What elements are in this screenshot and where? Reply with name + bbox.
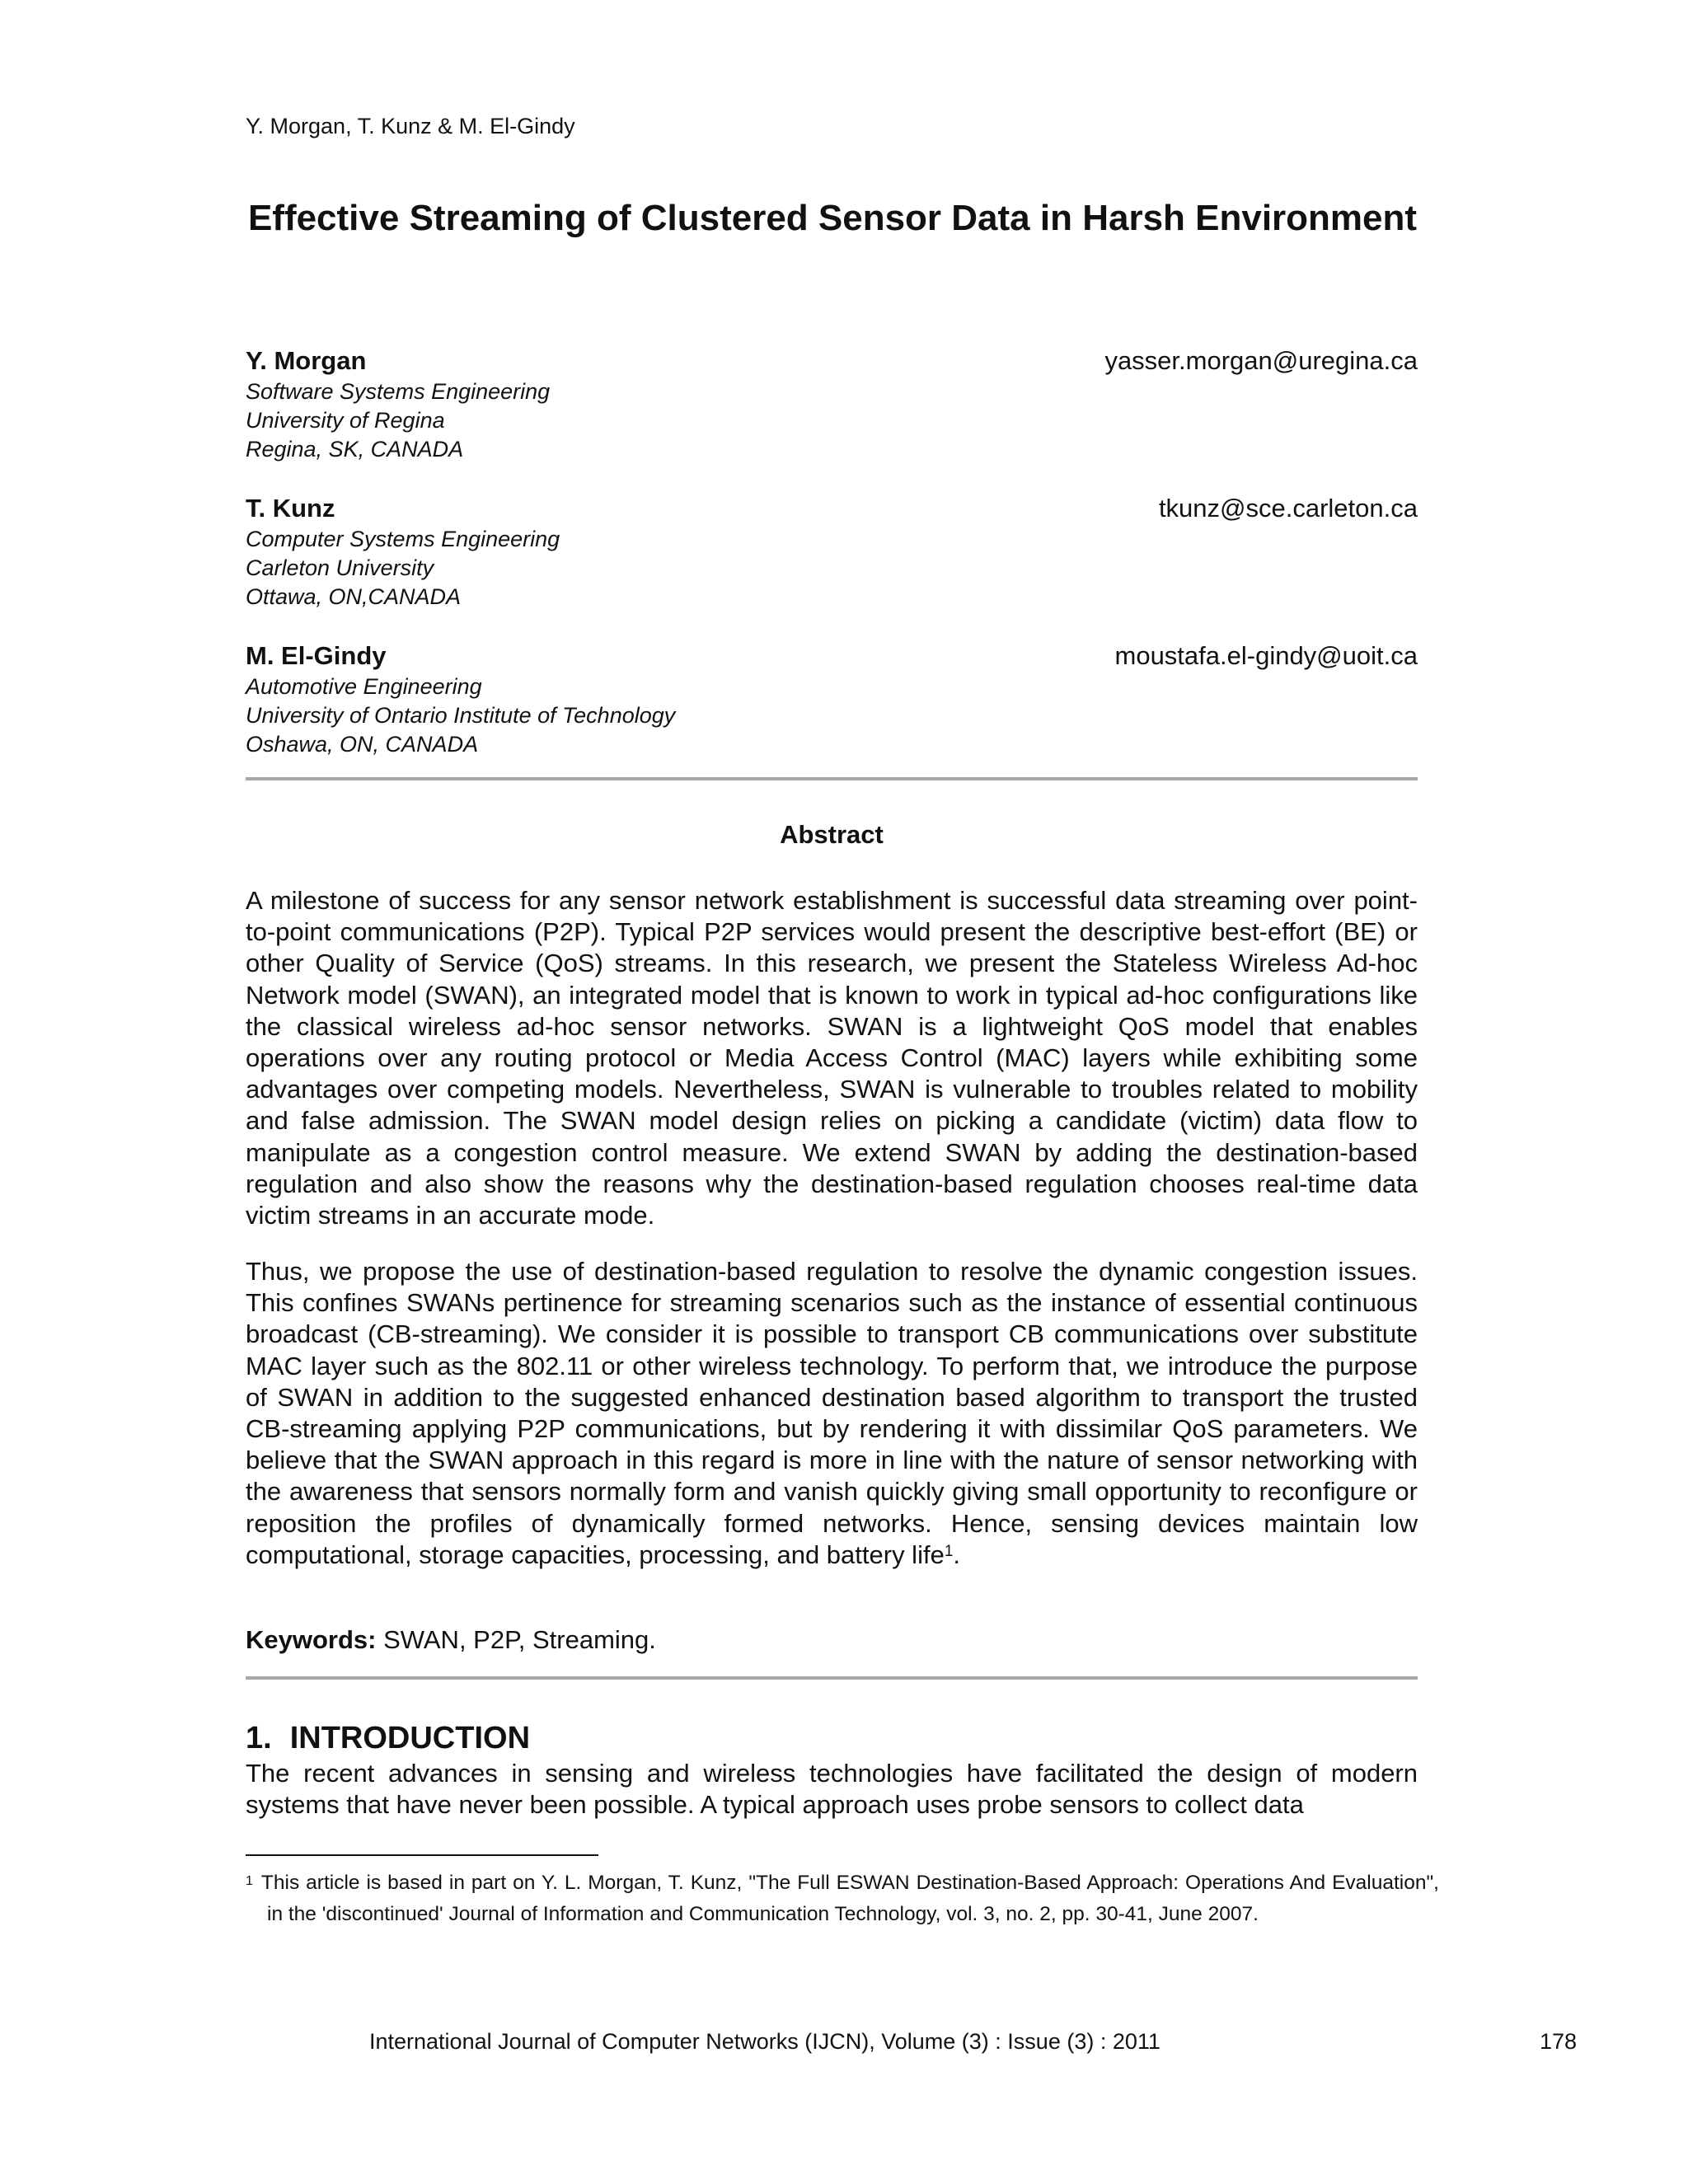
author-block	[246, 344, 1418, 464]
author-institution: Carleton University	[246, 555, 434, 580]
section-heading	[246, 1721, 530, 1756]
author-department: Automotive Engineering	[246, 674, 482, 699]
abstract-paragraph-text: Thus, we propose the use of destination-based regulation to resolve the dynamic congestion issues. This confines SWANs pertinence for streaming scenarios such as the instance of essential continuous broadcast (CB-streaming). We consider it is possible to transport CB communications over substitute MAC layer such as the 802.11 or other wireless technology. To perform that, we introduce the purpose of SWAN in addition to the suggested enhanced destination based algorithm to transport the trusted CB-streaming applying P2P communications, but by rendering it with dissimilar QoS parameters. We believe that the SWAN approach in this regard is more in line with the nature of sensor networking with the awareness that sensors normally form and vanish quickly giving small opportunity to reconfigure or reposition the profiles of dynamically formed networks. Hence, sensing devices maintain low computational, storage capacities, processing, and battery life	[246, 1257, 1418, 1569]
running-head: Y. Morgan, T. Kunz & M. El-Gindy	[246, 114, 575, 138]
keywords	[246, 1625, 656, 1655]
author-department: Software Systems Engineering	[246, 379, 551, 404]
divider	[246, 1676, 1418, 1680]
footnote-divider	[246, 1854, 598, 1856]
author-location: Regina, SK, CANADA	[246, 437, 464, 462]
section-number: 1.	[246, 1721, 272, 1755]
author-name: M. El-Gindy	[246, 641, 387, 670]
abstract-paragraph: A milestone of success for any sensor network establishment is successful data streaming over point-to-point communications (P2P). Typical P2P services would present the descriptive best-effort (BE) or other Quality of Service (QoS) streams. In this research, we present the Stateless Wireless Ad-hoc Network model (SWAN), an integrated model that is known to work in typical ad-hoc configurations like the classical wireless ad-hoc sensor networks. SWAN is a lightweight QoS model that enables operations over any routing protocol or Media Access Control (MAC) layers while exhibiting some advantages over competing models. Nevertheless, SWAN is vulnerable to troubles related to mobility and false admission. The SWAN model design relies on picking a candidate (victim) data flow to manipulate as a congestion control measure. We extend SWAN by adding the destination-based regulation and also show the reasons why the destination-based regulation chooses real-time data victim streams in an accurate mode.	[246, 886, 1418, 1230]
author-email: yasser.morgan@uregina.ca	[1104, 346, 1418, 375]
author-institution: University of Regina	[246, 408, 445, 433]
footnote-reference[interactable]: 1	[944, 1542, 954, 1560]
author-block	[246, 492, 1418, 612]
author-email: tkunz@sce.carleton.ca	[1158, 494, 1418, 523]
abstract-heading: Abstract	[780, 820, 884, 849]
journal-footer: International Journal of Computer Networks (IJCN), Volume (3) : Issue (3) : 2011	[369, 2029, 1160, 2054]
body-paragraph: The recent advances in sensing and wireless technologies have facilitated the design of modern systems that have never been possible. A typical approach uses probe sensors to collect data	[246, 1759, 1418, 1820]
keywords-label: Keywords:	[246, 1625, 377, 1654]
author-department: Computer Systems Engineering	[246, 527, 560, 551]
author-email: moustafa.el-gindy@uoit.ca	[1114, 641, 1418, 670]
section-title: INTRODUCTION	[289, 1721, 531, 1755]
divider	[246, 777, 1418, 780]
paper-title: Effective Streaming of Clustered Sensor Data in Harsh Environment	[247, 198, 1418, 238]
author-name: Y. Morgan	[246, 346, 367, 375]
author-institution: University of Ontario Institute of Technology	[246, 703, 676, 728]
author-name: T. Kunz	[246, 494, 335, 523]
abstract-paragraph-end: .	[953, 1540, 961, 1569]
author-location: Oshawa, ON, CANADA	[246, 732, 479, 757]
footnote	[246, 1868, 1439, 1930]
keywords-text: SWAN, P2P, Streaming.	[376, 1625, 656, 1654]
page-number: 178	[1540, 2029, 1578, 2054]
abstract-paragraph	[246, 1256, 1418, 1571]
author-block	[246, 640, 1418, 759]
footnote-text: This article is based in part on Y. L. Morgan, T. Kunz, "The Full ESWAN Destination-Based Approach: Operations And Evaluation", in the 'discontinued' Journal of Information and Communication Technology, vol. 3, no. 2, pp. 30-41, June 2007.	[260, 1872, 1439, 1925]
author-location: Ottawa, ON,CANADA	[246, 584, 462, 609]
footnote-mark: 1	[246, 1874, 253, 1888]
